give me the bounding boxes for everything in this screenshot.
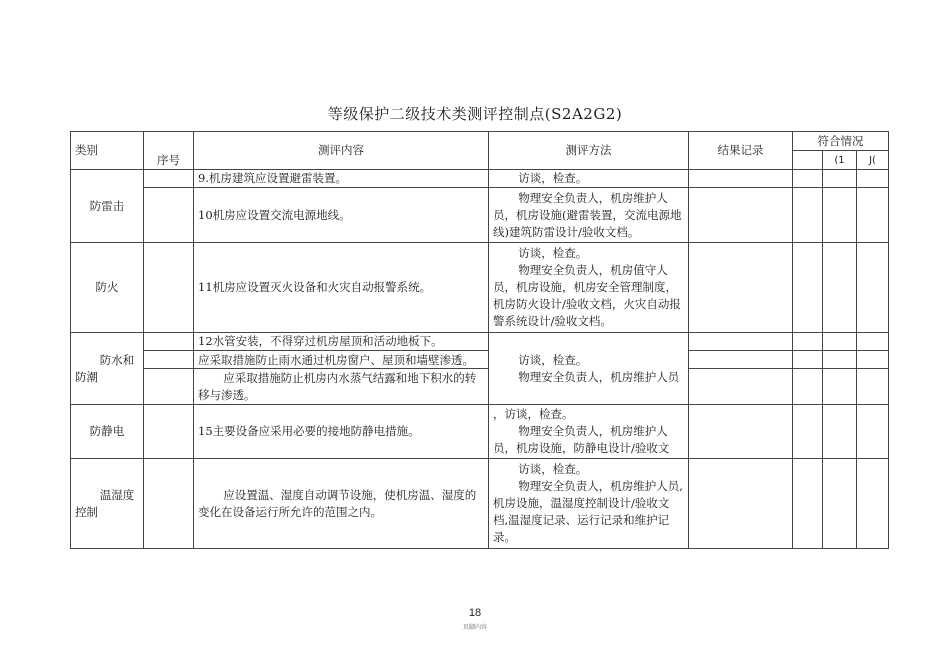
seq-cell — [144, 369, 194, 405]
compliance-cell — [823, 405, 857, 459]
page-title: 等级保护二级技术类测评控制点(S2A2G2) — [327, 105, 623, 123]
compliance-cell — [793, 170, 823, 188]
method-cell — [489, 405, 689, 459]
content-cell: 11机房应设置灭火设备和火灾自动报警系统。 — [194, 243, 489, 333]
category-line: 防潮 — [75, 369, 98, 384]
compliance-cell — [823, 333, 857, 351]
content-cell: 9.机房建筑应设置避雷装置。 — [194, 170, 489, 188]
compliance-cell — [857, 243, 889, 333]
result-cell — [689, 188, 793, 243]
category-humidity — [71, 459, 144, 549]
method-line: 访谈，检查。 — [518, 352, 588, 367]
compliance-cell — [823, 170, 857, 188]
header-content: 测评内容 — [194, 132, 489, 170]
compliance-cell — [793, 405, 823, 459]
compliance-cell — [823, 351, 857, 369]
compliance-cell — [857, 459, 889, 549]
footer-note: 页脚内容 — [462, 624, 487, 631]
header-category: 类别 — [71, 132, 144, 170]
content-cell: 15主要设备应采用必要的接地防静电措施。 — [194, 405, 489, 459]
method-line: 访谈，检查。 — [518, 462, 588, 476]
compliance-cell — [793, 188, 823, 243]
result-cell — [689, 405, 793, 459]
seq-cell — [144, 405, 194, 459]
method-cell — [489, 459, 689, 549]
compliance-cell — [857, 188, 889, 243]
compliance-cell — [857, 369, 889, 405]
method-cell — [489, 243, 689, 333]
content-cell: 应设置温、湿度自动调节设施，使机房温、湿度的变化在设备运行所允许的范围之内。 — [194, 459, 489, 549]
evaluation-table — [70, 131, 889, 549]
compliance-cell — [793, 351, 823, 369]
result-cell — [689, 170, 793, 188]
content-cell: 10机房应设置交流电源地线。 — [194, 188, 489, 243]
compliance-cell — [793, 459, 823, 549]
seq-cell — [144, 459, 194, 549]
category-line: 温湿度 — [99, 487, 135, 502]
method-cell: 物理安全负责人，机房维护人员，机房设施(避雷装置，交流电源地线)建筑防雷设计/验收文档。 — [489, 188, 689, 243]
compliance-cell — [823, 243, 857, 333]
seq-cell — [144, 243, 194, 333]
header-method: 测评方法 — [489, 132, 689, 170]
seq-cell — [144, 333, 194, 351]
header-compliance-blank — [793, 151, 823, 170]
seq-cell — [144, 351, 194, 369]
content-cell — [194, 351, 489, 369]
method-line: ，访谈，检查。 — [493, 407, 574, 421]
category-line: 防水和 — [99, 352, 135, 367]
page-number: 18 — [468, 607, 482, 619]
compliance-cell — [857, 351, 889, 369]
compliance-cell — [823, 188, 857, 243]
result-cell — [689, 243, 793, 333]
content-text: 应采取措施防止雨水通过机房窗户、屋顶和墙壁渗透。 — [198, 352, 474, 367]
result-cell — [689, 459, 793, 549]
compliance-cell — [793, 369, 823, 405]
header-seq: 序号 — [144, 132, 194, 170]
compliance-cell — [823, 369, 857, 405]
content-cell: 12水管安装，不得穿过机房屋顶和活动地板下。 — [194, 333, 489, 351]
category-fire: 防火 — [71, 243, 144, 333]
method-line: 访谈，检查。 — [518, 246, 588, 260]
category-lightning: 防雷击 — [71, 170, 144, 243]
method-line: 物理安全负责人，机房维护人员，机房设施，防静电设计/验收文 — [493, 424, 670, 455]
method-cell — [489, 333, 689, 405]
category-water — [71, 333, 144, 405]
compliance-cell — [793, 243, 823, 333]
category-static: 防静电 — [71, 405, 144, 459]
seq-cell — [144, 170, 194, 188]
header-compliance-1: (1 — [823, 151, 857, 170]
result-cell — [689, 351, 793, 369]
result-cell — [689, 369, 793, 405]
header-compliance: 符合情况 — [793, 132, 889, 151]
header-result: 结果记录 — [689, 132, 793, 170]
compliance-cell — [857, 170, 889, 188]
content-cell: 应采取措施防止机房内水蒸气结露和地下积水的转移与渗透。 — [194, 369, 489, 405]
seq-cell — [144, 188, 194, 243]
category-line: 控制 — [75, 504, 98, 519]
compliance-cell — [857, 333, 889, 351]
compliance-cell — [823, 459, 857, 549]
compliance-cell — [793, 333, 823, 351]
method-line: 物理安全负责人，机房值守人员，机房设施，机房安全管理制度，机房防火设计/验收文档，火灾自动报警系统设计/验收文档。 — [493, 263, 681, 328]
compliance-cell — [857, 405, 889, 459]
result-cell — [689, 333, 793, 351]
method-cell: 访谈，检查。 — [489, 170, 689, 188]
method-line: 物理安全负责人，机房维护人员,机房设施，温湿度控制设计/验收文档,温湿度记录、运行记录和维护记录。 — [493, 479, 683, 544]
header-compliance-2: J( — [857, 151, 889, 170]
method-line: 物理安全负责人，机房维护人员 — [518, 369, 680, 384]
